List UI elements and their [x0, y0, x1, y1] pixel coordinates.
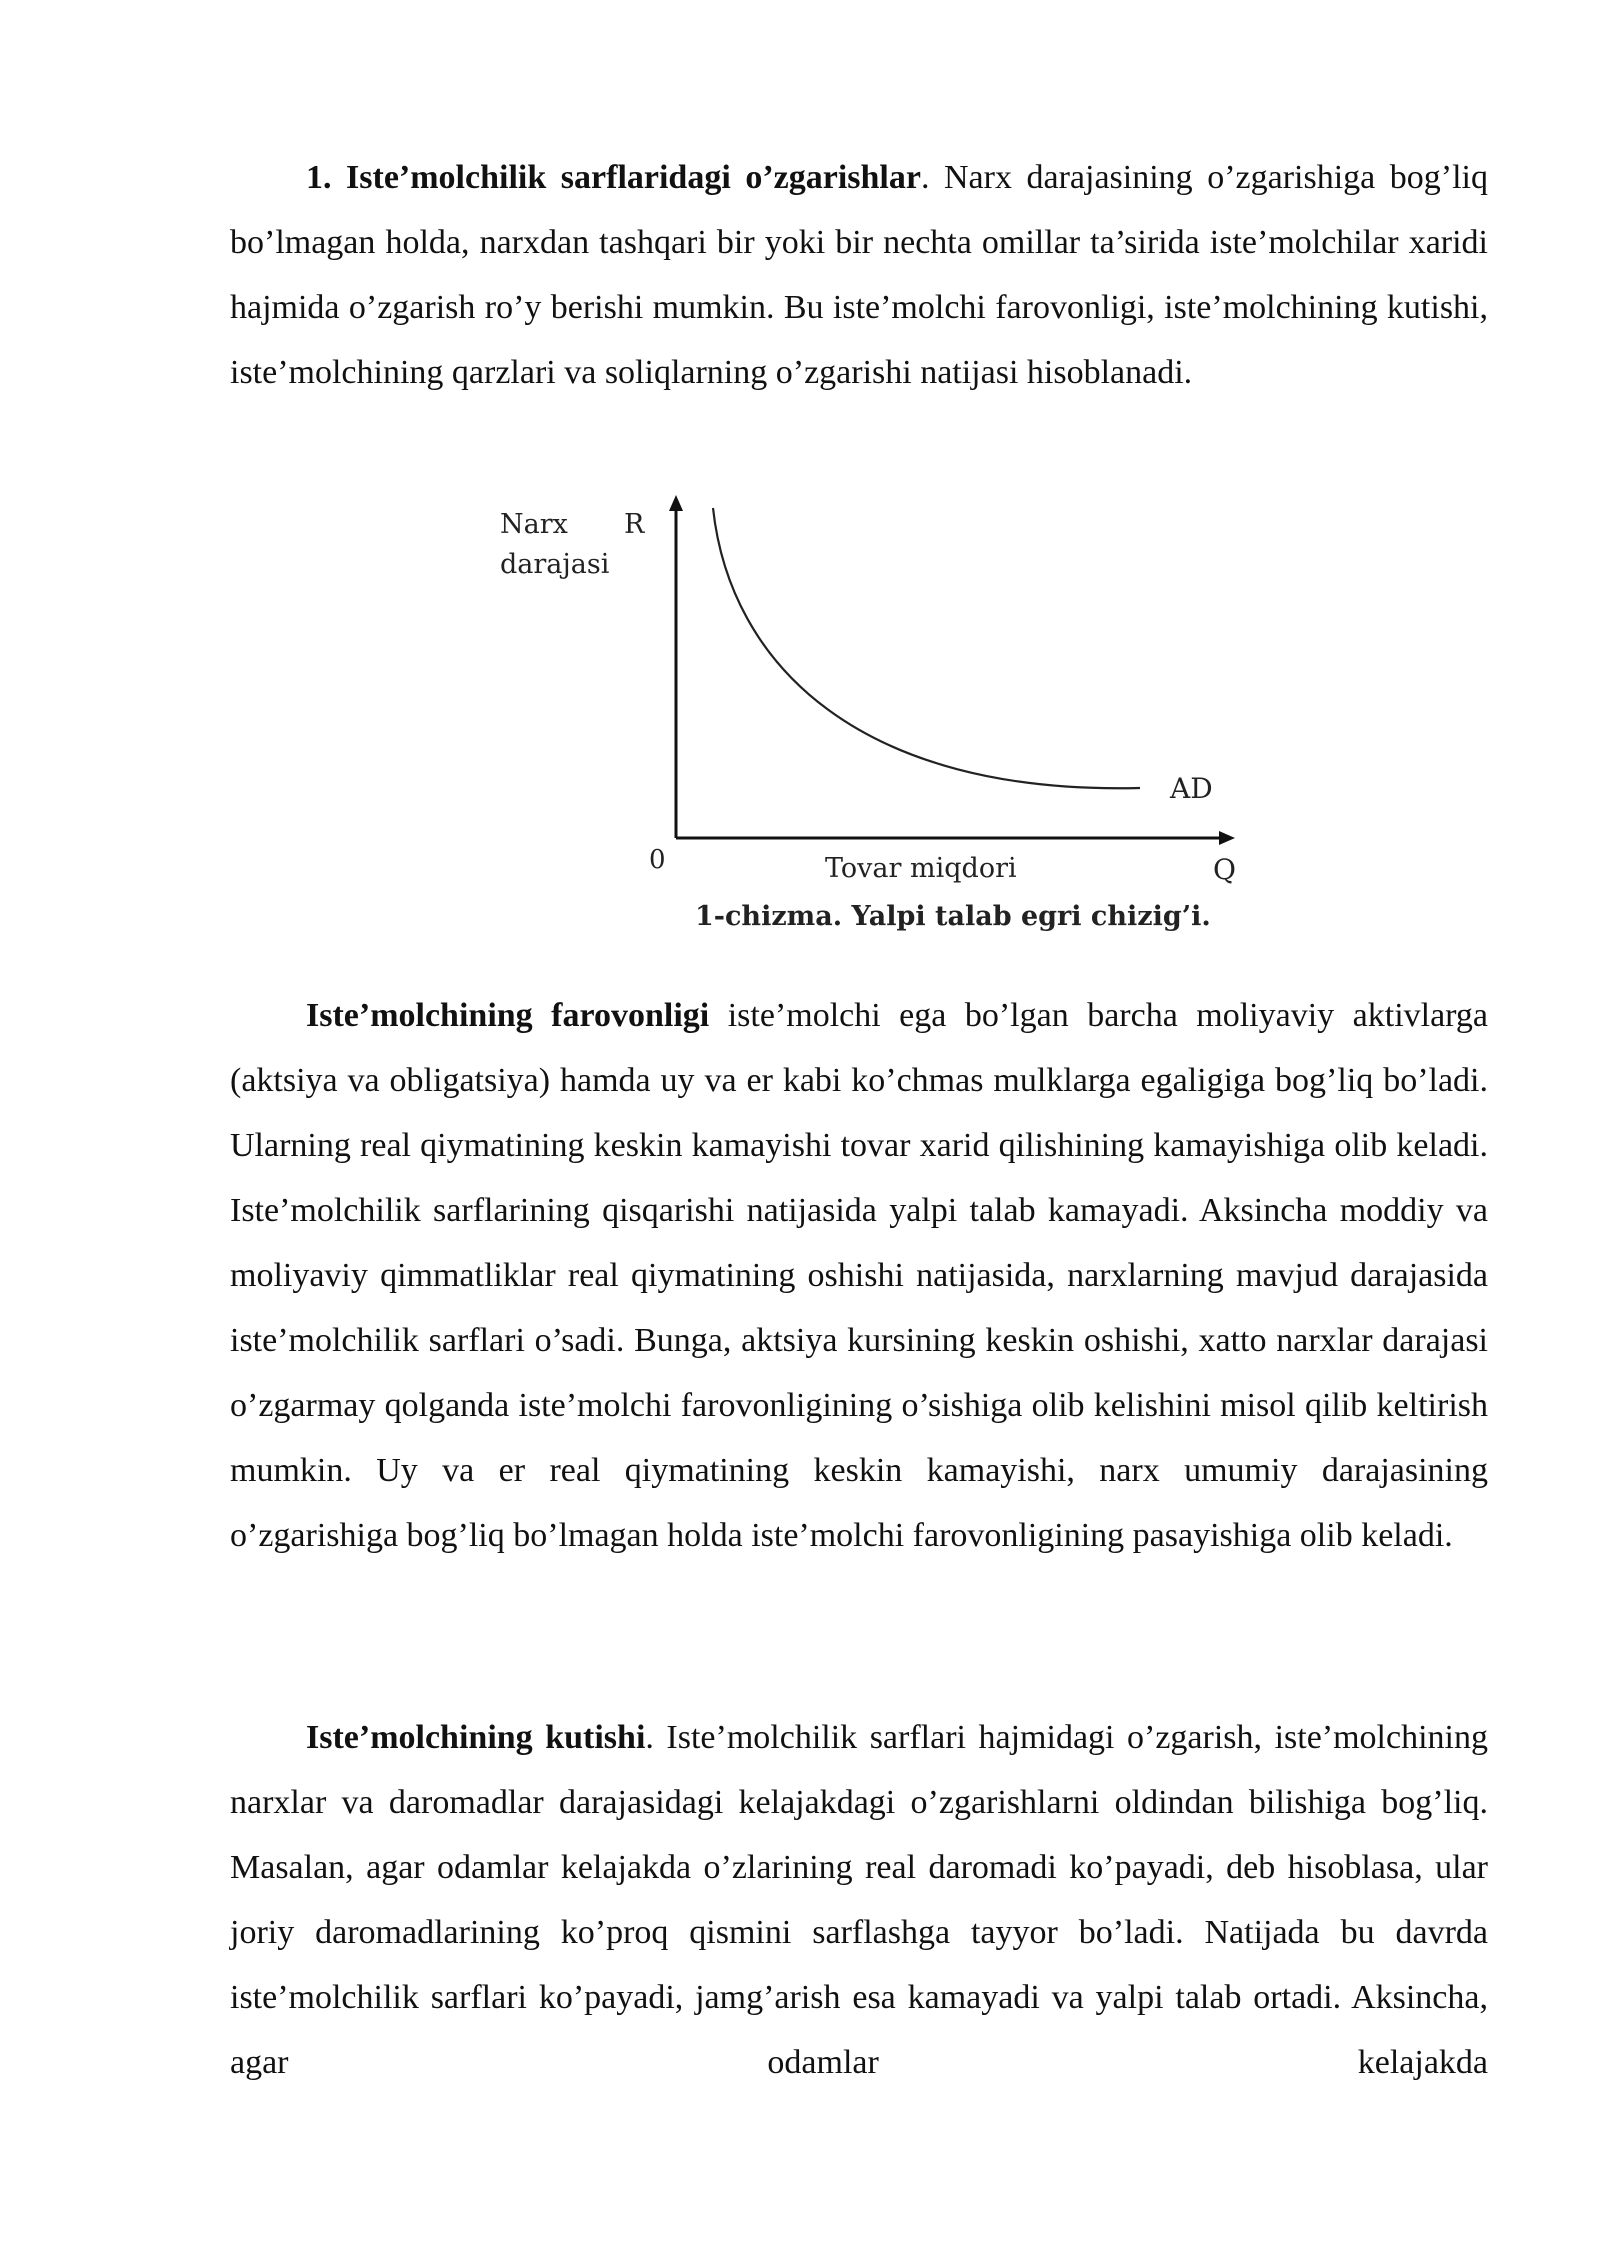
x-axis-letter: Q: [1213, 853, 1236, 886]
aggregate-demand-figure: [480, 495, 1280, 955]
paragraph-heading: 1. Iste’molchilik sarflaridagi o’zgarishlar: [306, 159, 921, 196]
y-axis-label-line1: Narx: [500, 509, 568, 540]
y-axis-arrow: [669, 495, 683, 511]
ad-curve: [713, 508, 1140, 788]
y-axis-label-line2: darajasi: [500, 549, 610, 580]
paragraph-heading: Iste’molchining farovonligi: [306, 997, 710, 1034]
figure-caption: 1-chizma. Yalpi talab egri chizig’i.: [695, 901, 1211, 932]
x-axis-label: Tovar miqdori: [825, 853, 1017, 884]
paragraph-body: . Iste’molchilik sarflari hajmidagi o’zgarish, iste’molchining narxlar va daromadlar darajasidagi kelajakdagi o’zgarishlarni oldindan bilishiga bog’liq. Masalan, agar odamlar kelajakda o’zlarining real daromadi ko’payadi, deb hisoblasa, ular joriy daromadlarining ko’proq qismini sarflashga tayyor bo’ladi. Natijada bu davrda iste’molchilik sarflari ko’payadi, jamg’arish esa kamayadi va yalpi talab ortadi. Aksincha, agar odamlar kelajakda: [230, 1719, 1488, 2081]
paragraph-consumer-spending: [230, 145, 1488, 405]
paragraph-consumer-wealth: [230, 983, 1488, 1568]
paragraph-heading: Iste’molchining kutishi: [306, 1719, 646, 1756]
origin-label: 0: [649, 845, 666, 875]
curve-label: AD: [1170, 772, 1213, 805]
x-axis-arrow: [1219, 831, 1235, 845]
paragraph-body: iste’molchi ega bo’lgan barcha moliyaviy aktivlarga (aktsiya va obligatsiya) hamda uy va er kabi ko’chmas mulklarga egaligiga bog’liq bo’ladi. Ularning real qiymatining keskin kamayishi tovar xarid qilishining kamayishiga olib keladi. Iste’molchilik sarflarining qisqarishi natijasida yalpi talab kamayadi. Aksincha moddiy va moliyaviy qimmatliklar real qiymatining oshishi natijasida, narxlarning mavjud darajasida iste’molchilik sarflari o’sadi. Bunga, aktsiya kursining keskin oshishi, xatto narxlar darajasi o’zgarmay qolganda iste’molchi farovonligining o’sishiga olib kelishini misol qilib keltirish mumkin. Uy va er real qiymatining keskin kamayishi, narx umumiy darajasining o’zgarishiga bog’liq bo’lmagan holda iste’molchi farovonligining pasayishiga olib keladi.: [230, 997, 1488, 1554]
aggregate-demand-diagram: [480, 495, 1280, 955]
paragraph-body: . Narx darajasining o’zgarishiga bog’liq bo’lmagan holda, narxdan tashqari bir yoki bir nechta omillar ta’sirida iste’molchilar xaridi hajmida o’zgarish ro’y berishi mumkin. Bu iste’molchi farovonligi, iste’molchining kutishi, iste’molchining qarzlari va soliqlarning o’zgarishi natijasi hisoblanadi.: [230, 159, 1489, 391]
paragraph-consumer-expectations: [230, 1705, 1488, 2095]
y-axis-letter: R: [624, 509, 645, 540]
